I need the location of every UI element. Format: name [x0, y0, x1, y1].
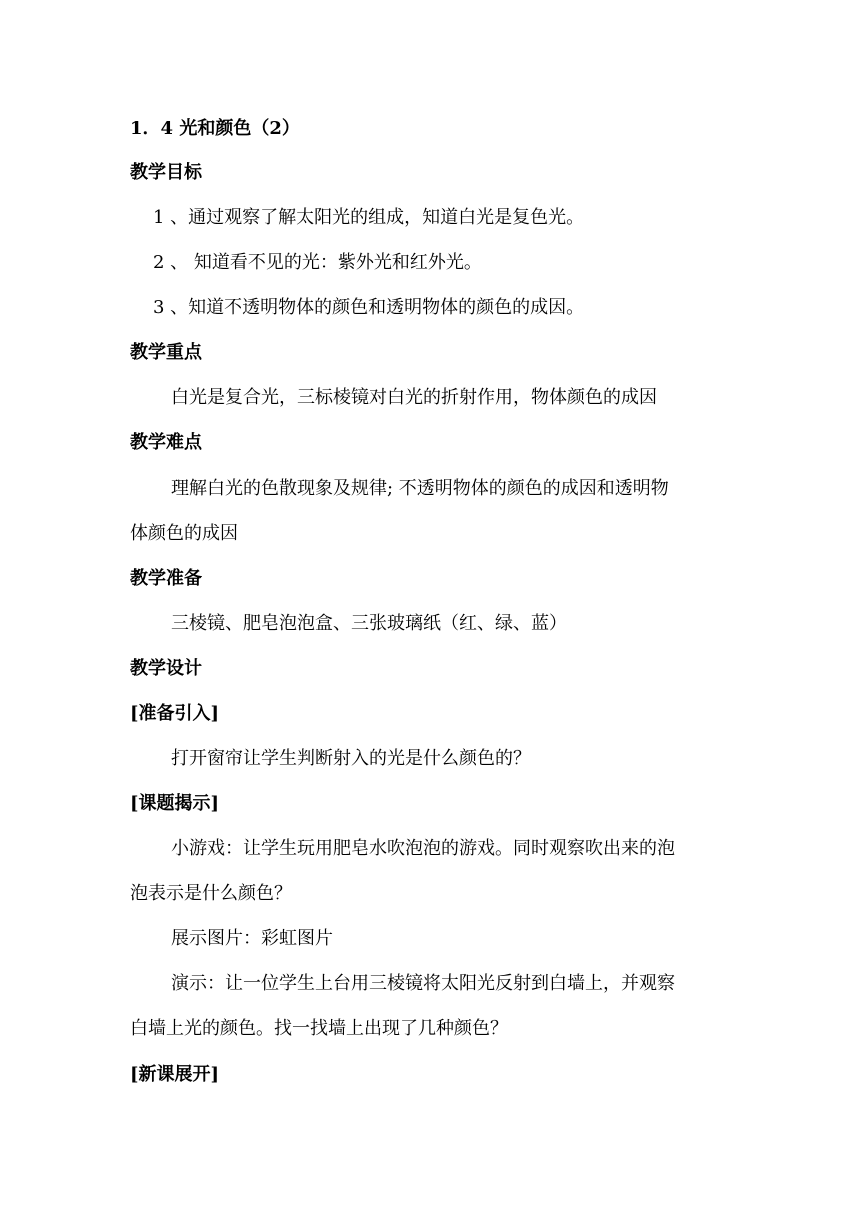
prep-heading: 教学准备	[130, 568, 202, 589]
topic-demo-line1: 演示：让一位学生上台用三棱镜将太阳光反射到白墙上，并观察	[171, 973, 675, 994]
topic-demo-line2: 白墙上光的颜色。找一找墙上出现了几种颜色？	[130, 1018, 508, 1039]
topic-game-line2: 泡表示是什么颜色？	[130, 883, 292, 904]
key-points-text: 白光是复合光，三标棱镜对白光的折射作用，物体颜色的成因	[171, 387, 657, 408]
difficulties-heading: 教学难点	[130, 432, 202, 453]
topic-game-line1: 小游戏：让学生玩用肥皂水吹泡泡的游戏。同时观察吹出来的泡	[171, 838, 675, 859]
new-lesson-heading: [新课展开]	[130, 1064, 220, 1085]
objective-item: 3 、知道不透明物体的颜色和透明物体的颜色的成因。	[153, 297, 585, 318]
intro-text: 打开窗帘让学生判断射入的光是什么颜色的？	[171, 748, 531, 769]
objectives-heading: 教学目标	[130, 162, 202, 183]
topic-heading: [课题揭示]	[130, 793, 220, 814]
difficulties-text-line2: 体颜色的成因	[130, 523, 238, 544]
intro-heading: [准备引入]	[130, 703, 220, 724]
key-points-heading: 教学重点	[130, 342, 202, 363]
design-heading: 教学设计	[130, 658, 202, 679]
lesson-title: 1．4 光和颜色（2）	[130, 118, 300, 139]
objective-item: 2 、 知道看不见的光：紫外光和红外光。	[153, 252, 482, 273]
objective-item: 1 、通过观察了解太阳光的组成，知道白光是复色光。	[153, 207, 585, 228]
difficulties-text-line1: 理解白光的色散现象及规律; 不透明物体的颜色的成因和透明物	[171, 478, 669, 499]
prep-text: 三棱镜、肥皂泡泡盒、三张玻璃纸（红、绿、蓝）	[171, 613, 567, 634]
topic-picture-text: 展示图片：彩虹图片	[171, 928, 333, 949]
